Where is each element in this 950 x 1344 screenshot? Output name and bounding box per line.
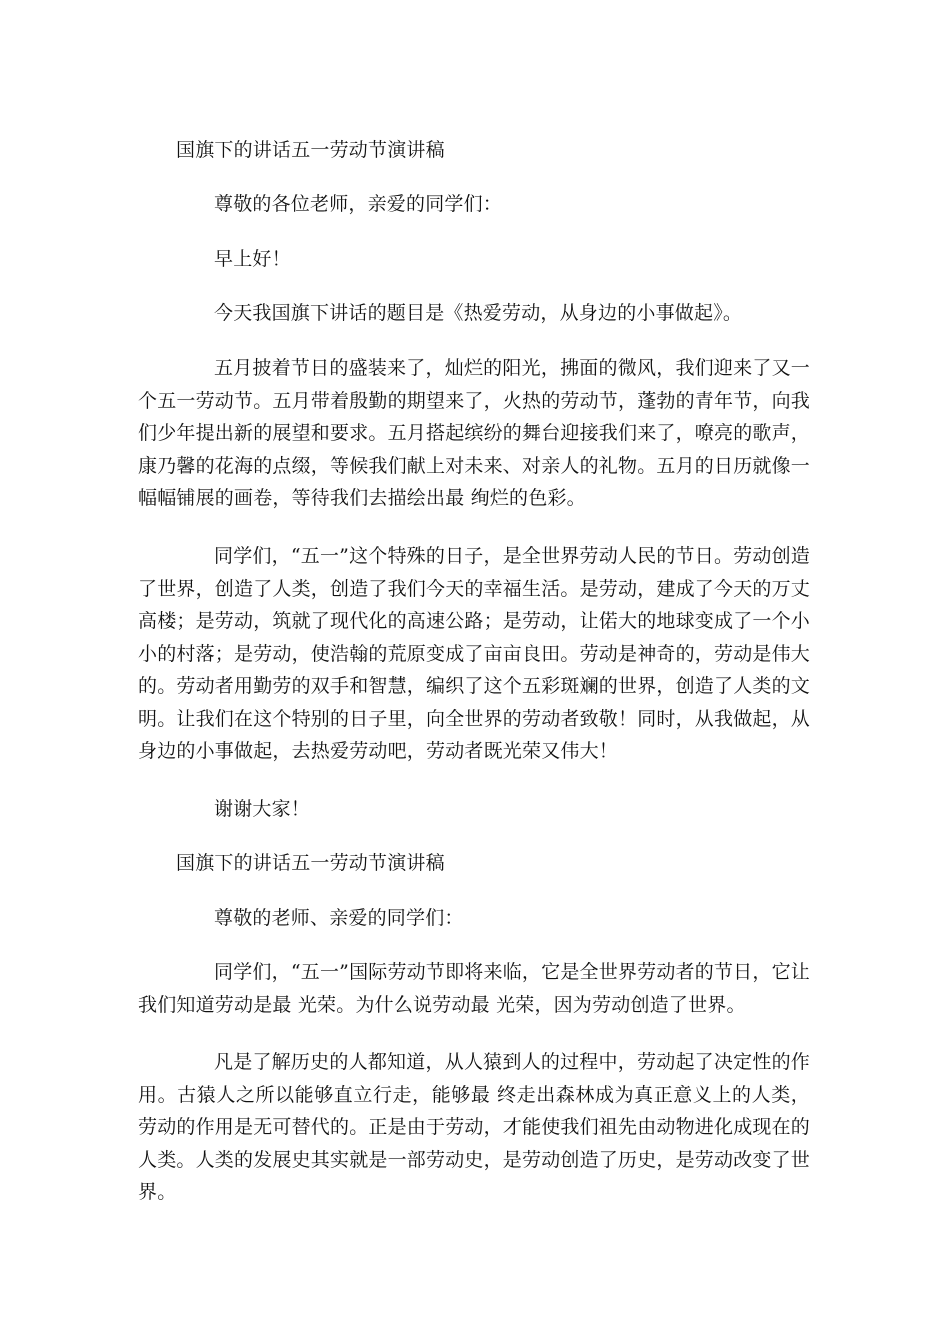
paragraph-may: 五月披着节日的盛装来了，灿烂的阳光，拂面的微风，我们迎来了又一个五一劳动节。五月带着殷勤的期望来了，火热的劳动节，蓬勃的青年节，向我们少年提出新的展望和要求。五月搭起缤纷的舞台迎接我们来了，嘹亮的歌声，康乃馨的花海的点缀，等候我们献上对未来、对亲人的礼物。五月的日历就像一幅幅铺展的画卷，等待我们去描绘出最 绚烂的色彩。 — [138, 357, 811, 509]
paragraph-international-labor-day: 同学们，“五一”国际劳动节即将来临，它是全世界劳动者的节日，它让我们知道劳动是最 光荣。为什么说劳动最 光荣，因为劳动创造了世界。 — [138, 961, 810, 1016]
speech-title-1: 国旗下的讲话五一劳动节演讲稿 — [176, 139, 445, 161]
paragraph-labor-day: 同学们，“五一”这个特殊的日子，是全世界劳动人民的节日。劳动创造了世界，创造了人类，创造了我们今天的幸福生活。是劳动，建成了今天的万丈高楼；是劳动，筑就了现代化的高速公路；是劳动，让偌大的地球变成了一个小小的村落；是劳动，使浩翰的荒原变成了亩亩良田。劳动是神奇的，劳动是伟大的。劳动者用勤劳的双手和智慧，编织了这个五彩斑斓的世界，创造了人类的文明。让我们在这个特别的日子里，向全世界的劳动者致敬！同时，从我做起，从身边的小事做起，去热爱劳动吧，劳动者既光荣又伟大！ — [138, 545, 811, 762]
paragraph-history-of-labor: 凡是了解历史的人都知道，从人猿到人的过程中，劳动起了决定性的作用。古猿人之所以能够直立行走，能够最 终走出森林成为真正意义上的人类，劳动的作用是无可替代的。正是由于劳动，才能使我们祖先由动物进化成现在的人类。人类的发展史其实就是一部劳动史，是劳动创造了历史，是劳动改变了世界。 — [138, 1051, 811, 1203]
speech-title-2: 国旗下的讲话五一劳动节演讲稿 — [176, 852, 445, 874]
morning-greeting: 早上好！ — [214, 248, 291, 270]
speech-topic: 今天我国旗下讲话的题目是《热爱劳动，从身边的小事做起》。 — [214, 302, 743, 324]
thanks: 谢谢大家！ — [214, 798, 311, 820]
greeting-1: 尊敬的各位老师，亲爱的同学们： — [214, 193, 503, 215]
greeting-2: 尊敬的老师、亲爱的同学们： — [214, 907, 464, 929]
